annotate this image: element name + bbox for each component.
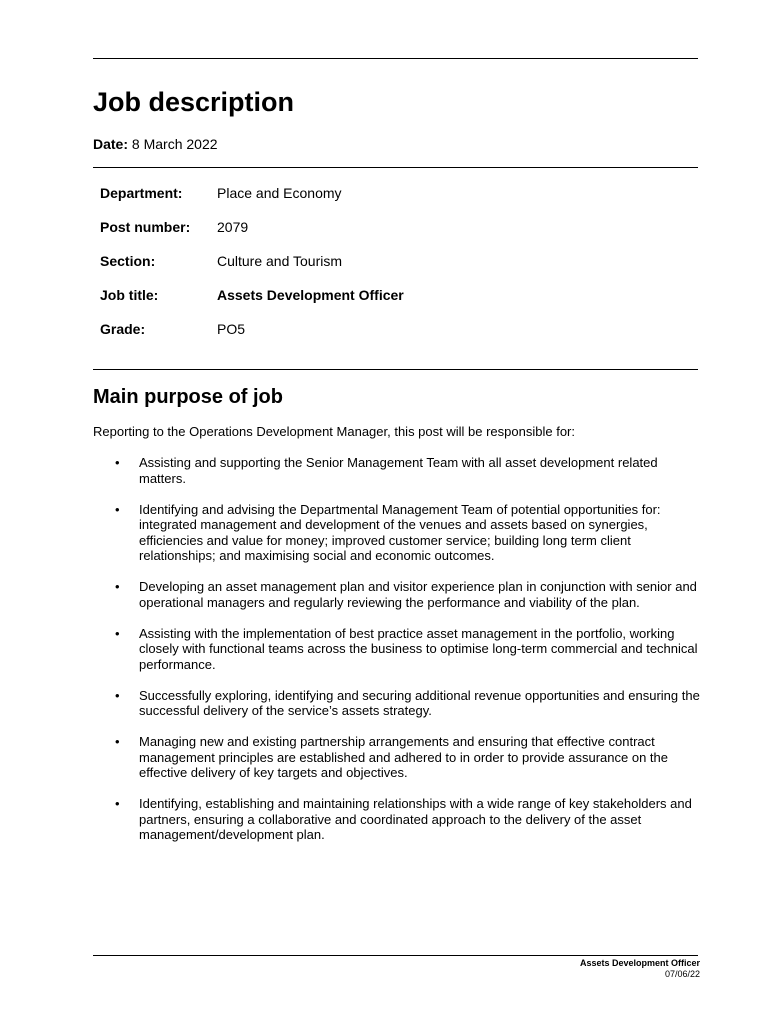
detail-row-post-number: [100, 217, 680, 251]
post-number-label: Post number:: [100, 219, 191, 235]
details-divider: [93, 369, 698, 370]
date-label: Date:: [93, 136, 129, 152]
job-title-label: Job title:: [100, 287, 159, 303]
post-number-value: 2079: [217, 219, 249, 235]
list-item-text: Identifying and advising the Departmental Management Team of potential opportunities for: integrated management and development of the venues and assets based on synergies, efficiencies and value for money; improved customer service; building long term client relationships; and maximising social and economic outcomes.: [139, 501, 661, 563]
section-label: Section:: [100, 253, 156, 269]
detail-row-job-title: [100, 285, 680, 319]
date-line: [93, 135, 218, 153]
grade-label: Grade:: [100, 321, 146, 337]
page-title: Job description: [93, 87, 295, 117]
footer-divider: [93, 955, 698, 956]
grade-value: PO5: [217, 321, 246, 337]
bullet-icon: •: [115, 501, 120, 517]
list-item: [93, 502, 703, 564]
bullet-icon: •: [115, 625, 120, 641]
list-item-text: Assisting with the implementation of best practice asset management in the portfolio, working closely with functional teams across the business to optimise long-term commercial and technical performance.: [139, 625, 698, 672]
page-footer: [580, 958, 700, 980]
job-details: [100, 183, 680, 353]
section-value: Culture and Tourism: [217, 253, 343, 269]
bullet-icon: •: [115, 734, 120, 749]
list-item-text: Identifying, establishing and maintaining relationships with a wide range of key stakeholders and partners, ensuring a collaborative and coordinated approach to the delivery of the asset management/development plan.: [139, 796, 692, 842]
footer-title: Assets Development Officer: [579, 958, 700, 968]
job-title-value: Assets Development Officer: [217, 287, 404, 303]
department-label: Department:: [100, 185, 183, 201]
bullet-icon: •: [115, 796, 120, 811]
top-divider: [93, 58, 698, 59]
responsibilities-list: [93, 455, 703, 858]
bullet-icon: •: [115, 455, 120, 470]
department-value: Place and Economy: [217, 185, 342, 201]
list-item: [93, 579, 703, 610]
main-purpose-intro: Reporting to the Operations Development Manager, this post will be responsible for:: [93, 424, 575, 439]
list-item-text: Assisting and supporting the Senior Management Team with all asset development related matters.: [139, 455, 658, 486]
list-item: [93, 796, 703, 843]
detail-row-section: [100, 251, 680, 285]
date-divider: [93, 167, 698, 168]
list-item: [93, 688, 703, 719]
detail-row-grade: [100, 319, 680, 353]
list-item: [93, 734, 703, 781]
main-purpose-heading: Main purpose of job: [93, 386, 283, 408]
footer-date: 07/06/22: [664, 969, 700, 979]
date-value: 8 March 2022: [131, 136, 218, 152]
list-item: [93, 455, 703, 486]
list-item: [93, 626, 703, 673]
bullet-icon: •: [115, 687, 120, 703]
bullet-icon: •: [115, 579, 120, 594]
list-item-text: Successfully exploring, identifying and securing additional revenue opportunities and ensuring the successful delivery of the service’s assets strategy.: [139, 687, 700, 718]
detail-row-department: [100, 183, 680, 217]
list-item-text: Developing an asset management plan and visitor experience plan in conjunction with senior and operational managers and regularly reviewing the performance and viability of the plan.: [139, 579, 697, 610]
list-item-text: Managing new and existing partnership arrangements and ensuring that effective contract management principles are established and adhered to in order to provide assurance on the effective delivery of key targets and objectives.: [139, 734, 669, 780]
